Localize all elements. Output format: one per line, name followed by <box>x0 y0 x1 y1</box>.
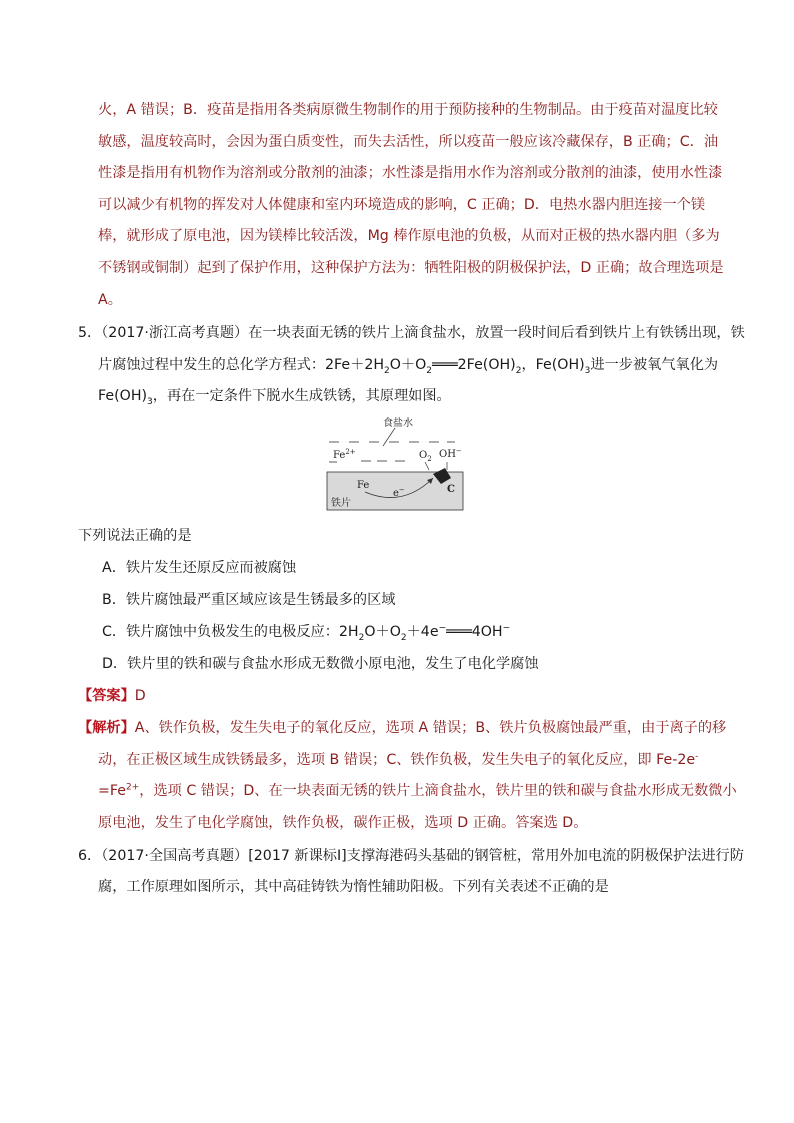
q5-option-c-c: ＋4e <box>406 624 439 640</box>
q5-stem-line-1: 5．（2017·浙江高考真题）在一块表面无锈的铁片上滴食盐水，放置一段时间后看到铁片上有铁锈出现，铁 <box>78 325 745 341</box>
prev-explanation-line-4: 可以减少有机物的挥发对人体健康和室内环境造成的影响，C 正确；D．电热水器内胆连接一个镁 <box>98 197 706 213</box>
sub: 3 <box>147 396 153 407</box>
label-fe: Fe <box>357 480 370 491</box>
q5-option-b: B．铁片腐蚀最严重区域应该是生锈最多的区域 <box>102 592 396 608</box>
answer-tag: 【答案】 <box>78 688 135 704</box>
q5-analysis-line-1 <box>78 718 727 738</box>
q5-stem-2d: ，Fe(OH) <box>521 357 585 373</box>
fe-ion-charge: 2+ <box>345 448 356 456</box>
prev-explanation-line-2: 敏感，温度较高时，会因为蛋白质变性，而失去活性，所以疫苗一般应该冷藏保存，B 正确；C．油 <box>98 134 719 150</box>
q5-analysis-line-4: 原电池，发生了电化学腐蚀，铁作负极，碳作正极，选项 D 正确。答案选 D。 <box>98 815 588 831</box>
electron-text: e <box>393 488 399 499</box>
sup: 2+ <box>126 782 140 793</box>
prev-explanation-line-3: 性漆是指用有机物作为溶剂或分散剂的油漆；水性漆是指用水作为溶剂或分散剂的油漆，使用水性漆 <box>98 165 723 181</box>
sub: 2 <box>426 365 433 376</box>
o2-text: O <box>419 450 428 461</box>
q5-stem-2e: 进一步被氧气氧化为 <box>590 357 719 373</box>
electron-charge: − <box>398 486 405 494</box>
fe-ion-text: Fe <box>333 450 346 461</box>
label-c: C <box>447 484 455 495</box>
oh-text: OH <box>439 449 456 460</box>
corrosion-diagram <box>325 412 465 512</box>
sup: - <box>695 751 699 762</box>
q5-analysis-3b: ，选项 C 错误；D、在一块表面无锈的铁片上滴食盐水，铁片里的铁和碳与食盐水形成无数微小 <box>139 783 737 799</box>
q5-option-a: A．铁片发生还原反应而被腐蚀 <box>102 560 297 576</box>
q5-stem-3a: Fe(OH) <box>98 388 148 404</box>
sub: 2 <box>400 632 407 643</box>
q5-analysis-line-2 <box>98 750 718 770</box>
q5-analysis-2a: 动，在正极区域生成铁锈最多，选项 B 错误；C、铁作负极，发生失电子的氧化反应，即 Fe-2e <box>98 752 696 768</box>
label-o2 <box>419 450 432 463</box>
o2-arrow <box>425 462 429 470</box>
sub: 2 <box>384 365 390 376</box>
q5-option-d: D．铁片里的铁和碳与食盐水形成无数微小原电池，发生了电化学腐蚀 <box>102 656 539 672</box>
answer-value: D <box>134 688 146 704</box>
q5-analysis-line-3 <box>98 781 737 801</box>
oh-charge: − <box>455 447 462 455</box>
q5-option-c-b: O＋O <box>364 624 401 640</box>
sup: − <box>502 623 511 634</box>
q6-stem-line-2: 腐，工作原理如图所示，其中高硅铸铁为惰性辅助阳极。下列有关表述不正确的是 <box>98 879 609 895</box>
q6-stem-line-1: 6．（2017·全国高考真题）[2017 新课标Ⅰ]支撑海港码头基础的钢管桩，常用外加电流的阴极保护法进行防 <box>78 848 744 864</box>
label-salt-water: 食盐水 <box>383 418 413 429</box>
sub: 3 <box>584 365 591 376</box>
q5-prompt: 下列说法正确的是 <box>78 528 192 544</box>
q5-stem-3b: ，再在一定条件下脱水生成铁锈，其原理如图。 <box>152 388 451 404</box>
q5-stem-line-3 <box>98 386 718 406</box>
q5-answer <box>78 686 698 706</box>
prev-explanation-line-5: 棒，就形成了原电池，因为镁棒比较活泼，Mg 棒作原电池的负极，从而对正极的热水器内胆（多为 <box>98 228 720 244</box>
label-oh <box>439 447 462 460</box>
q5-option-c-a: C．铁片腐蚀中负极发生的电极反应：2H <box>102 624 359 640</box>
q5-stem-line-2 <box>98 355 718 375</box>
q5-option-c-d: ═══4OH <box>446 624 503 640</box>
sub: 2 <box>515 365 522 376</box>
salt-water-leader <box>383 428 395 446</box>
q5-analysis-1: A、铁作负极，发生失电子的氧化反应，选项 A 错误；B、铁片负极腐蚀最严重，由于离子的移 <box>134 720 727 736</box>
q5-analysis-3a: =Fe <box>98 783 127 799</box>
q5-stem-2c: ═══2Fe(OH) <box>432 357 516 373</box>
q5-stem-2b: O＋O <box>389 357 427 373</box>
sup: − <box>438 623 447 634</box>
analysis-tag: 【解析】 <box>78 720 135 736</box>
sub: 2 <box>358 632 365 643</box>
q5-stem-2a: 片腐蚀过程中发生的总化学方程式：2Fe＋2H <box>98 357 385 373</box>
prev-explanation-line-6: 不锈钢或铜制）起到了保护作用，这种保护方法为：牺牲阳极的阴极保护法，D 正确；故合理选项是 <box>98 260 724 276</box>
q5-option-c <box>102 622 722 642</box>
corrosion-diagram-svg <box>325 412 465 512</box>
o2-sub: 2 <box>427 455 432 463</box>
prev-explanation-line-1: 火，A 错误；B．疫苗是指用各类病原微生物制作的用于预防接种的生物制品。由于疫苗对温度比较 <box>98 102 718 118</box>
prev-explanation-line-7: A。 <box>98 292 122 308</box>
label-fe-ion <box>333 448 356 461</box>
label-iron-sheet: 铁片 <box>331 498 351 509</box>
